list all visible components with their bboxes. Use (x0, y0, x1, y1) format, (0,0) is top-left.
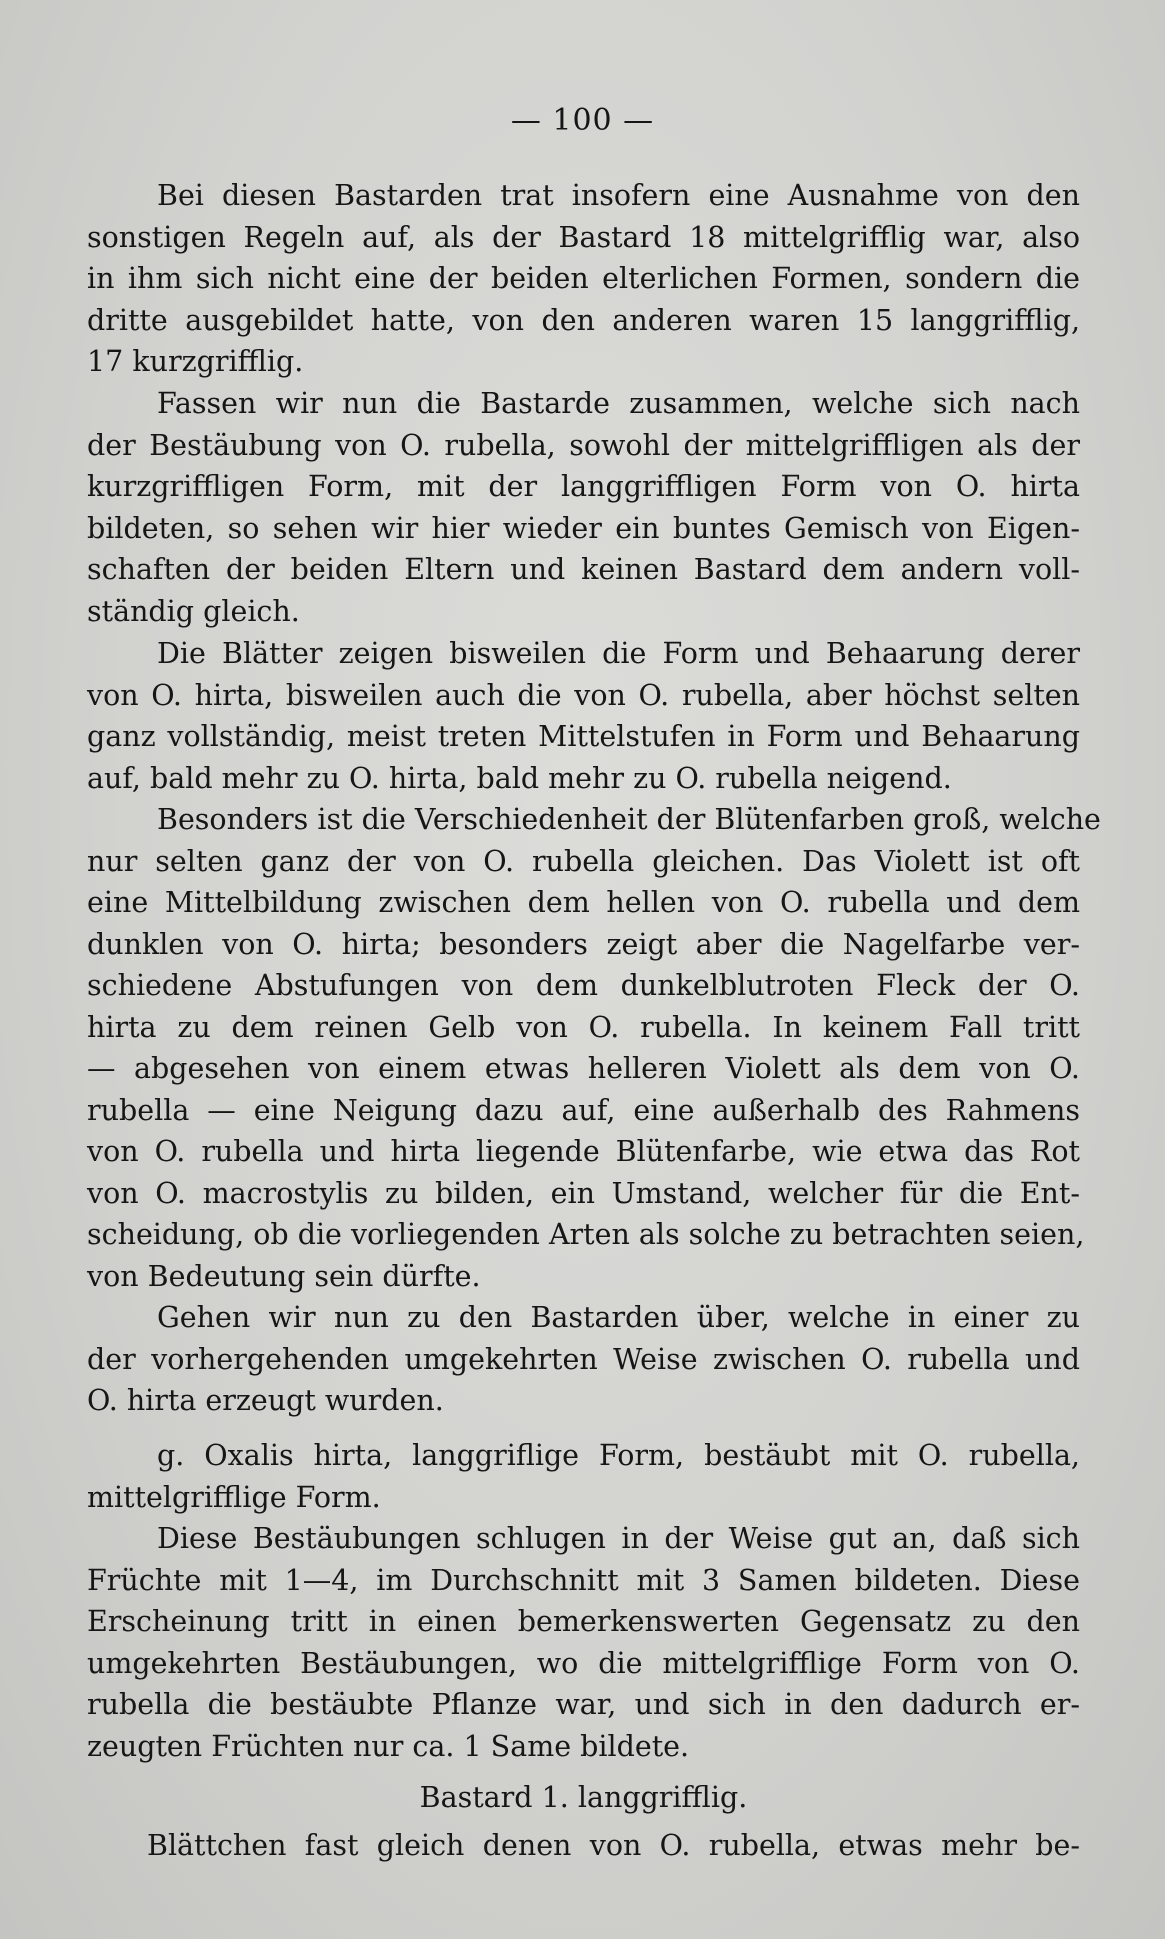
text-line: von O. hirta, bisweilen auch die von O. rubella, aber höchst selten (87, 678, 1080, 712)
text-line: eine Mittelbildung zwischen dem hellen von O. rubella und dem (87, 886, 1080, 919)
text-line: Fassen wir nun die Bastarde zusammen, welche sich nach (157, 387, 1080, 420)
page-number: — 100 — (510, 103, 655, 138)
paragraph-4 (87, 799, 1101, 1297)
text-line: umgekehrten Bestäubungen, wo die mittelgrifflige Form von O. (87, 1646, 1080, 1680)
text-line: Besonders ist die Verschiedenheit der Blütenfarben groß, welche (157, 803, 1101, 836)
text-line: ständig gleich. (87, 594, 300, 628)
text-line: zeugten Früchten nur ca. 1 Same bildete. (87, 1729, 690, 1763)
text-line: Gehen wir nun zu den Bastarden über, welche in einer zu (157, 1301, 1080, 1334)
text-line: nur selten ganz der von O. rubella gleichen. Das Violett ist oft (87, 844, 1080, 878)
text-line: in ihm sich nicht eine der beiden elterlichen Formen, sondern die (87, 262, 1080, 295)
text-line: rubella die bestäubte Pflanze war, und sich in den dadurch er- (87, 1688, 1080, 1721)
text-line: Die Blätter zeigen bisweilen die Form und Behaarung derer (157, 637, 1080, 670)
text-line: rubella — eine Neigung dazu auf, eine außerhalb des Rahmens (87, 1093, 1080, 1127)
paragraph-7 (87, 1518, 1080, 1767)
text-line: hirta zu dem reinen Gelb von O. rubella. In keinem Fall tritt (87, 1010, 1080, 1044)
text-line: dunklen von O. hirta; besonders zeigt aber die Nagelfarbe ver- (87, 927, 1080, 961)
text-line: scheidung, ob die vorliegenden Arten als solche zu betrachten seien, (87, 1218, 1085, 1251)
text-line: O. hirta erzeugt wurden. (87, 1384, 444, 1417)
text-line: — abgesehen von einem etwas helleren Violett als dem von O. (87, 1052, 1080, 1085)
text-line: von O. rubella und hirta liegende Blütenfarbe, wie etwa das Rot (87, 1135, 1080, 1168)
text-line: der Bestäubung von O. rubella, sowohl der mittelgriffligen als der (87, 428, 1080, 462)
section-heading-block (87, 1777, 1080, 1819)
text-line: ganz vollständig, meist treten Mittelstufen in Form und Behaarung (87, 720, 1080, 753)
paragraph-1 (87, 175, 1080, 383)
text-line: kurzgriffligen Form, mit der langgriffligen Form von O. hirta (87, 470, 1080, 503)
text-line: der vorhergehenden umgekehrten Weise zwischen O. rubella und (87, 1342, 1080, 1376)
paragraph-6 (87, 1435, 1080, 1518)
paragraph-8 (87, 1825, 1080, 1867)
text-line: schaften der beiden Eltern und keinen Bastard dem andern voll- (87, 553, 1080, 586)
text-line: g. Oxalis hirta, langgriflige Form, bestäubt mit O. rubella, (157, 1439, 1080, 1472)
text-line: von O. macrostylis zu bilden, ein Umstand, welcher für die Ent- (87, 1176, 1080, 1210)
text-line: schiedene Abstufungen von dem dunkelblutroten Fleck der O. (87, 969, 1080, 1002)
text-line: Blättchen fast gleich denen von O. rubella, etwas mehr be- (147, 1829, 1080, 1862)
text-line: von Bedeutung sein dürfte. (87, 1259, 481, 1293)
section-heading: Bastard 1. langgrifflig. (419, 1781, 748, 1814)
text-line: auf, bald mehr zu O. hirta, bald mehr zu O. rubella neigend. (87, 761, 952, 795)
text-line: Diese Bestäubungen schlugen in der Weise gut an, daß sich (157, 1522, 1080, 1555)
text-line: Bei diesen Bastarden trat insofern eine Ausnahme von den (157, 179, 1080, 212)
paragraph-2 (87, 383, 1080, 632)
text-line: sonstigen Regeln auf, als der Bastard 18 mittelgrifflig war, also (87, 220, 1080, 254)
paragraph-3 (87, 633, 1080, 799)
text-line: Erscheinung tritt in einen bemerkenswerten Gegensatz zu den (87, 1605, 1080, 1638)
paragraph-5 (87, 1297, 1080, 1422)
text-line: Früchte mit 1—4, im Durchschnitt mit 3 Samen bildeten. Diese (87, 1563, 1080, 1597)
text-line: bildeten, so sehen wir hier wieder ein buntes Gemisch von Eigen- (87, 511, 1080, 545)
text-line: dritte ausgebildet hatte, von den anderen waren 15 langgrifflig, (87, 303, 1080, 337)
text-line: 17 kurzgrifflig. (87, 345, 304, 378)
text-line: mittelgrifflige Form. (87, 1480, 381, 1514)
